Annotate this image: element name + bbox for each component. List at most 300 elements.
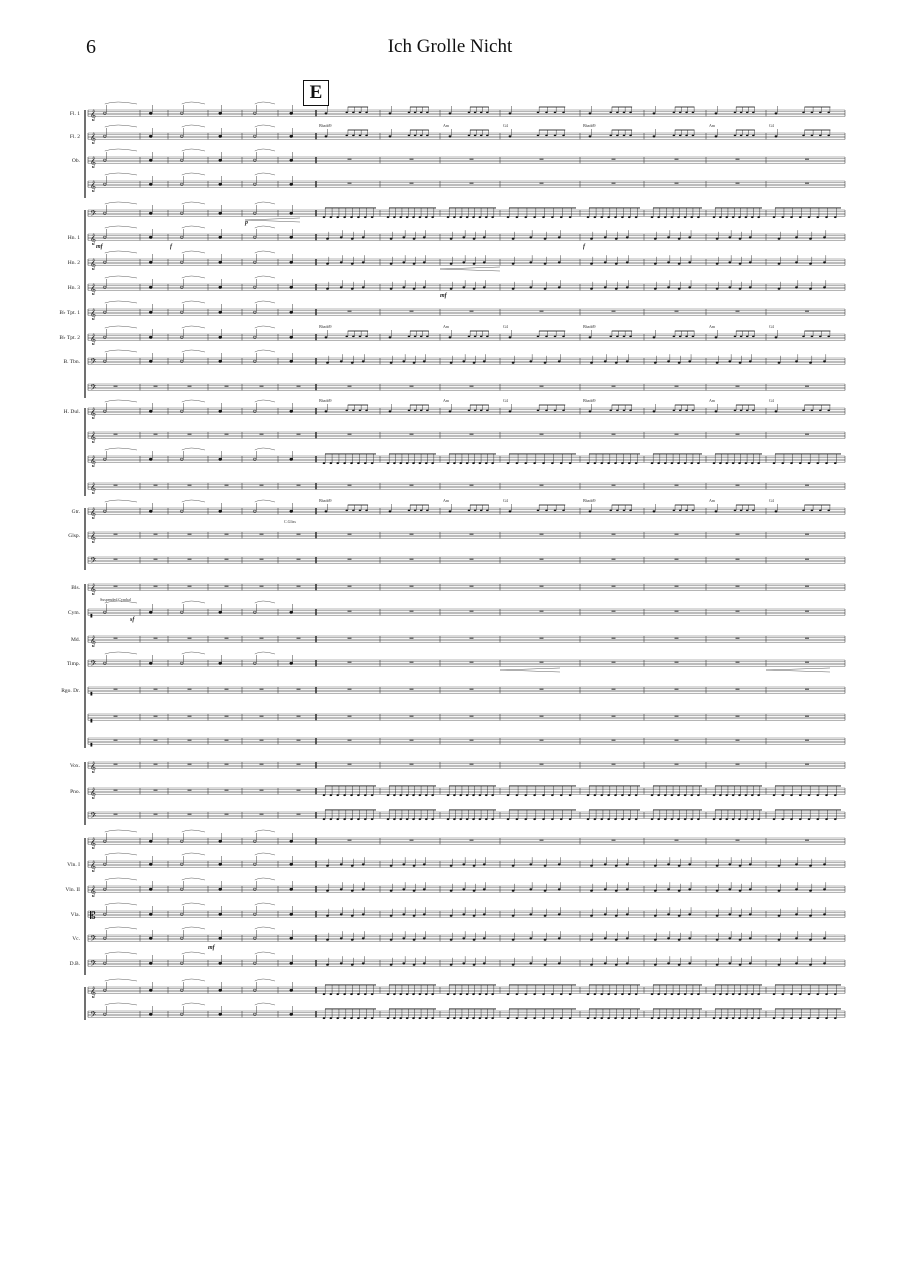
notehead <box>657 1017 660 1019</box>
notehead <box>466 1017 469 1019</box>
notehead <box>692 135 695 137</box>
notehead <box>473 915 476 917</box>
notehead <box>775 410 778 412</box>
notehead <box>420 112 423 114</box>
chord-symbol: G4 <box>769 123 774 128</box>
whole-rest <box>225 485 229 486</box>
notehead <box>431 1017 434 1019</box>
slur <box>182 102 205 104</box>
clef-icon: 𝄞 <box>90 583 96 595</box>
notehead <box>343 818 346 820</box>
notehead <box>393 1017 396 1019</box>
notehead <box>816 1017 819 1019</box>
whole-rest <box>410 386 414 387</box>
notehead <box>590 890 593 892</box>
whole-rest <box>410 311 414 312</box>
whole-rest <box>736 662 740 663</box>
notehead <box>420 336 423 338</box>
notehead <box>715 510 718 512</box>
chord-symbol: G4 <box>503 324 508 329</box>
notehead <box>604 236 607 238</box>
notehead <box>626 360 629 362</box>
notehead <box>371 818 374 820</box>
notehead <box>357 216 360 218</box>
whole-rest <box>805 311 809 312</box>
beam <box>325 1009 376 1010</box>
page-number: 6 <box>86 36 96 58</box>
slur <box>255 927 275 929</box>
notehead <box>387 462 390 464</box>
notehead <box>740 510 743 512</box>
notehead <box>149 840 152 842</box>
whole-rest <box>225 534 229 535</box>
instrument-label: Glsp. <box>68 533 80 540</box>
whole-rest <box>470 638 474 639</box>
notehead <box>359 510 362 512</box>
notehead <box>149 611 152 613</box>
notehead <box>778 263 781 265</box>
notehead <box>387 993 390 995</box>
clef-icon: ▮ <box>90 742 93 748</box>
notehead <box>468 510 471 512</box>
notehead <box>365 112 368 114</box>
whole-rest <box>470 689 474 690</box>
slur <box>255 350 275 352</box>
whole-rest <box>348 485 352 486</box>
notehead <box>657 993 660 995</box>
notehead <box>486 410 489 412</box>
beam <box>509 1009 576 1010</box>
beam <box>470 107 489 108</box>
notehead <box>219 840 222 842</box>
notehead <box>834 818 837 820</box>
instrument-label: B. Tbn. <box>63 359 80 366</box>
notehead <box>614 462 617 464</box>
notehead <box>336 993 339 995</box>
beam <box>410 331 429 332</box>
notehead <box>604 913 607 915</box>
notehead <box>688 913 691 915</box>
whole-rest <box>736 716 740 717</box>
notehead <box>667 236 670 238</box>
notehead <box>345 336 348 338</box>
notehead <box>474 510 477 512</box>
notehead <box>749 360 752 362</box>
notehead <box>795 913 798 915</box>
notehead <box>587 462 590 464</box>
notehead <box>746 112 749 114</box>
notehead <box>472 794 475 796</box>
notehead <box>290 937 293 939</box>
notehead <box>491 993 494 995</box>
clef-icon: 𝄞 <box>90 986 96 998</box>
notehead <box>408 112 411 114</box>
notehead <box>219 611 222 613</box>
clef-icon: 𝄢 <box>90 209 97 221</box>
notehead <box>560 993 563 995</box>
notehead <box>290 510 293 512</box>
notehead <box>732 818 735 820</box>
notehead <box>621 1017 624 1019</box>
whole-rest <box>297 559 301 560</box>
beam <box>653 1009 702 1010</box>
notehead <box>809 288 812 290</box>
beam <box>509 786 576 787</box>
notehead <box>773 818 776 820</box>
notehead <box>389 510 392 512</box>
notehead <box>609 336 612 338</box>
notehead <box>551 216 554 218</box>
notehead <box>716 263 719 265</box>
notehead <box>802 135 805 137</box>
notehead <box>325 112 328 114</box>
notehead <box>560 462 563 464</box>
whole-rest <box>805 611 809 612</box>
notehead <box>453 993 456 995</box>
notehead <box>667 286 670 288</box>
notehead <box>426 510 429 512</box>
whole-rest <box>675 586 679 587</box>
notehead <box>589 135 592 137</box>
notehead <box>823 286 826 288</box>
slur <box>255 202 275 204</box>
notehead <box>607 794 610 796</box>
notehead <box>628 794 631 796</box>
whole-rest <box>736 159 740 160</box>
whole-rest <box>188 740 192 741</box>
notehead <box>219 888 222 890</box>
notehead <box>795 360 798 362</box>
notehead <box>615 288 618 290</box>
clef-icon: 𝄢 <box>90 659 97 671</box>
notehead <box>472 462 475 464</box>
notehead <box>483 937 486 939</box>
notehead <box>290 311 293 313</box>
notehead <box>491 818 494 820</box>
beam <box>589 985 640 986</box>
notehead <box>290 336 293 338</box>
notehead <box>697 216 700 218</box>
notehead <box>419 993 422 995</box>
notehead <box>600 462 603 464</box>
notehead <box>654 238 657 240</box>
notehead <box>486 112 489 114</box>
notehead <box>651 216 654 218</box>
whole-rest <box>188 689 192 690</box>
beam <box>805 331 831 332</box>
notehead <box>628 462 631 464</box>
whole-rest <box>612 586 616 587</box>
notehead <box>459 216 462 218</box>
notehead <box>664 794 667 796</box>
whole-rest <box>736 740 740 741</box>
whole-rest <box>410 840 414 841</box>
notehead <box>462 913 465 915</box>
notehead <box>690 993 693 995</box>
notehead <box>651 818 654 820</box>
notehead <box>351 865 354 867</box>
notehead <box>590 915 593 917</box>
slur <box>255 251 275 253</box>
notehead <box>425 818 428 820</box>
whole-rest <box>540 716 544 717</box>
slur <box>182 149 205 151</box>
notehead <box>799 462 802 464</box>
beam <box>470 331 489 332</box>
chord-symbol: Bbadd9 <box>583 324 596 329</box>
notehead <box>290 1013 293 1015</box>
notehead <box>635 794 638 796</box>
notehead <box>775 336 778 338</box>
notehead <box>364 216 367 218</box>
whole-rest <box>297 638 301 639</box>
notehead <box>604 286 607 288</box>
notehead <box>621 216 624 218</box>
whole-rest <box>540 434 544 435</box>
notehead <box>399 216 402 218</box>
notehead <box>362 937 365 939</box>
chord-symbol: Bbadd9 <box>583 498 596 503</box>
slur <box>255 125 275 127</box>
notehead <box>219 863 222 865</box>
notehead <box>594 462 597 464</box>
whole-rest <box>297 790 301 791</box>
chord-symbol: G4 <box>769 498 774 503</box>
whole-rest <box>297 689 301 690</box>
notehead <box>757 818 760 820</box>
chord-symbol: G4 <box>769 324 774 329</box>
notehead <box>149 458 152 460</box>
notehead <box>149 1013 152 1015</box>
whole-rest <box>470 559 474 560</box>
beam <box>348 331 368 332</box>
notehead <box>635 1017 638 1019</box>
notehead <box>390 238 393 240</box>
clef-icon: 𝄞 <box>90 308 96 320</box>
notehead <box>629 510 632 512</box>
whole-rest <box>805 485 809 486</box>
notehead <box>542 818 545 820</box>
whole-rest <box>348 434 352 435</box>
beam <box>736 107 755 108</box>
clef-icon: 𝄞 <box>90 761 96 773</box>
notehead <box>651 462 654 464</box>
notehead <box>449 410 452 412</box>
notehead <box>516 1017 519 1019</box>
staff <box>68 251 845 270</box>
notehead <box>431 216 434 218</box>
beam <box>449 786 496 787</box>
beam <box>736 405 755 406</box>
notehead <box>359 112 362 114</box>
notehead <box>688 888 691 890</box>
beam <box>805 107 831 108</box>
notehead <box>749 286 752 288</box>
notehead <box>615 362 618 364</box>
whole-rest <box>612 840 616 841</box>
whole-rest <box>348 662 352 663</box>
notehead <box>740 410 743 412</box>
whole-rest <box>736 485 740 486</box>
notehead <box>799 216 802 218</box>
dynamic-marking: f <box>170 244 172 250</box>
beam <box>509 208 576 209</box>
whole-rest <box>297 434 301 435</box>
notehead <box>664 993 667 995</box>
notehead <box>485 794 488 796</box>
whole-rest <box>225 559 229 560</box>
clef-icon: 𝄡 <box>90 910 96 922</box>
notehead <box>719 818 722 820</box>
notehead <box>326 238 329 240</box>
notehead <box>626 937 629 939</box>
clef-icon: 𝄢 <box>90 383 97 395</box>
notehead <box>811 510 814 512</box>
notehead <box>725 216 728 218</box>
slur <box>182 652 205 654</box>
clef-icon: 𝄞 <box>90 455 96 467</box>
whole-rest <box>297 586 301 587</box>
notehead <box>462 937 465 939</box>
chord-symbol: G4 <box>503 123 508 128</box>
notehead <box>326 964 329 966</box>
notehead <box>509 135 512 137</box>
notehead <box>688 236 691 238</box>
notehead <box>757 216 760 218</box>
notehead <box>664 462 667 464</box>
notehead <box>673 410 676 412</box>
notehead <box>690 216 693 218</box>
notehead <box>529 360 532 362</box>
staff <box>71 903 845 922</box>
slur <box>105 102 137 104</box>
notehead <box>679 410 682 412</box>
notehead <box>678 939 681 941</box>
notehead <box>790 216 793 218</box>
whole-rest <box>470 716 474 717</box>
notehead <box>219 236 222 238</box>
notehead <box>149 135 152 137</box>
whole-rest <box>675 611 679 612</box>
notehead <box>362 888 365 890</box>
notehead <box>371 794 374 796</box>
notehead <box>340 360 343 362</box>
beam <box>539 331 565 332</box>
slur <box>182 1003 205 1005</box>
whole-rest <box>540 662 544 663</box>
whole-rest <box>297 716 301 717</box>
notehead <box>474 410 477 412</box>
notehead <box>819 112 822 114</box>
notehead <box>491 462 494 464</box>
notehead <box>447 462 450 464</box>
whole-rest <box>188 534 192 535</box>
whole-rest <box>470 586 474 587</box>
whole-rest <box>736 311 740 312</box>
whole-rest <box>675 534 679 535</box>
beam <box>612 331 632 332</box>
notehead <box>529 937 532 939</box>
notehead <box>609 135 612 137</box>
instrument-label: Ob. <box>71 158 80 165</box>
staff <box>68 601 845 619</box>
notehead <box>614 993 617 995</box>
hairpin <box>766 668 830 672</box>
notehead <box>290 458 293 460</box>
notehead <box>412 794 415 796</box>
notehead <box>781 818 784 820</box>
notehead <box>811 135 814 137</box>
notehead <box>449 336 452 338</box>
notehead <box>529 261 532 263</box>
notehead <box>350 818 353 820</box>
slur <box>182 125 205 127</box>
notehead <box>587 993 590 995</box>
notehead <box>537 336 540 338</box>
notehead <box>554 510 557 512</box>
notehead <box>462 261 465 263</box>
notehead <box>739 964 742 966</box>
notehead <box>362 286 365 288</box>
whole-rest <box>260 586 264 587</box>
notehead <box>462 863 465 865</box>
notehead <box>816 794 819 796</box>
notehead <box>615 915 618 917</box>
notehead <box>725 818 728 820</box>
notehead <box>678 890 681 892</box>
whole-rest <box>805 586 809 587</box>
whole-rest <box>540 559 544 560</box>
notehead <box>795 863 798 865</box>
chord-symbol: Am <box>443 123 449 128</box>
beam <box>449 454 496 455</box>
notehead <box>825 794 828 796</box>
whole-rest <box>612 638 616 639</box>
staff <box>70 125 845 144</box>
whole-rest <box>260 814 264 815</box>
instrument-label: Md. <box>70 637 80 644</box>
notehead <box>609 510 612 512</box>
notehead <box>483 286 486 288</box>
beam <box>449 985 496 986</box>
notehead <box>795 286 798 288</box>
notehead <box>614 1017 617 1019</box>
slur <box>105 500 137 502</box>
notehead <box>685 336 688 338</box>
notehead <box>402 937 405 939</box>
notehead <box>667 962 670 964</box>
notehead <box>483 261 486 263</box>
notehead <box>799 794 802 796</box>
notehead <box>560 818 563 820</box>
notehead <box>749 913 752 915</box>
whole-rest <box>736 840 740 841</box>
notehead <box>716 939 719 941</box>
beam <box>612 130 632 131</box>
notehead <box>795 937 798 939</box>
notehead <box>725 462 728 464</box>
notehead <box>359 135 362 137</box>
notehead <box>466 993 469 995</box>
whole-rest <box>612 662 616 663</box>
slur <box>105 173 137 175</box>
notehead <box>589 510 592 512</box>
instrument-label: Vln. II <box>65 887 80 894</box>
notehead <box>558 286 561 288</box>
notehead <box>600 993 603 995</box>
notehead <box>408 135 411 137</box>
whole-rest <box>225 434 229 435</box>
